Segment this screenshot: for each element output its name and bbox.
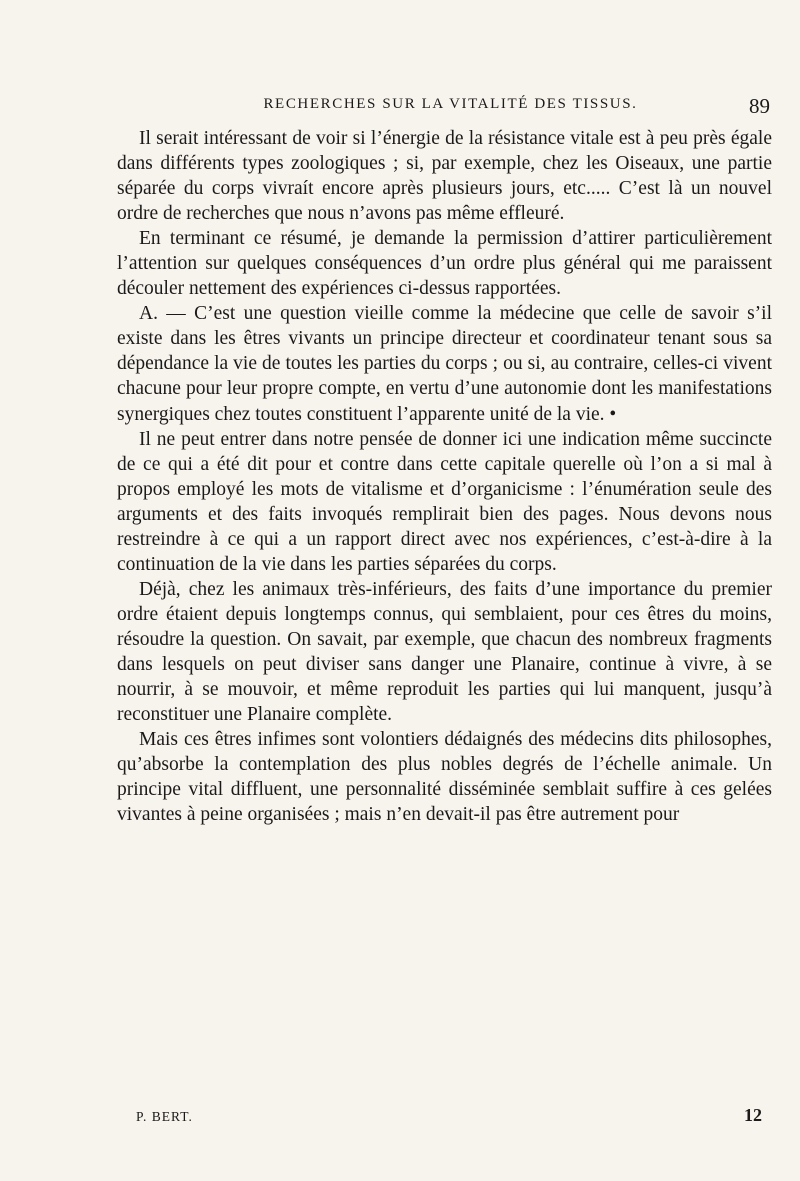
paragraph-vitalism-debate: Il ne peut entrer dans notre pensée de donner ici une indication même succincte de ce qui a été dit pour et contre dans cette capitale querelle où l’on a si mal à propos employé les mots de vitalisme et d’organicisme : l’énumération seule des arguments et des faits invoqués remplirait bien des pages. Nous devons nous restreindre à ce qui a un rapport direct avec nos expériences, c’est-à-dire à la continuation de la vie dans les parties séparées du corps. bbox=[117, 428, 772, 575]
page-header bbox=[117, 94, 770, 120]
sheet-number: 12 bbox=[744, 1105, 762, 1125]
paragraph-planaria: Déjà, chez les animaux très-inférieurs, des faits d’une importance du premier ordre étaient depuis longtemps connus, qui semblaient, pour ces êtres du moins, résoudre la question. On savait, par exemple, que chacun des nombreux fragments dans lesquels on peut diviser sans danger une Planaire, continue à vivre, à se nourrir, à se mouvoir, et même reproduit les parties qui lui manquent, jusqu’à reconstituer une Planaire complète. bbox=[117, 578, 772, 726]
paragraph-vital-resistance: Il serait intéressant de voir si l’énergie de la résistance vitale est à peu près égale dans différents types zoologiques ; si, par exemple, chez les Oiseaux, une partie séparée du corps vivraít encore après plusieurs jours, etc..... C’est là un nouvel ordre de recherches que nous n’avons pas même effleuré. bbox=[117, 128, 772, 225]
running-head: RECHERCHES SUR LA VITALITÉ DES TISSUS. bbox=[263, 96, 638, 112]
page-number: 89 bbox=[749, 94, 770, 118]
page-footer bbox=[136, 1105, 762, 1127]
paragraph-section-a: A. — C’est une question vieille comme la médecine que celle de savoir s’il existe dans les êtres vivants un principe directeur et coordinateur tenant sous sa dépendance la vie de toutes les parties du corps ; ou si, au contraire, celles-ci vivent chacune pour leur propre compte, en vertu d’une autonomie dont les manifestations synergiques chez toutes constituent l’apparente unité de la vie. • bbox=[117, 303, 772, 425]
paragraph-philosophers: Mais ces êtres infimes sont volontiers dédaignés des médecins dits philosophes, qu’absorbe la contemplation des plus nobles degrés de l’échelle animale. Un principe vital diffluent, une personnalité disséminée semblait suffire à ces gelées vivantes à peine organisées ; mais n’en devait-il pas être autrement pour bbox=[117, 729, 772, 826]
body-text bbox=[117, 126, 772, 827]
paragraph-conclusion-intro: En terminant ce résumé, je demande la permission d’attirer particulièrement l’attention sur quelques conséquences d’un ordre plus général qui me paraissent découler nettement des expériences ci-dessus rapportées. bbox=[117, 228, 772, 300]
printer-signature: P. BERT. bbox=[136, 1109, 193, 1124]
